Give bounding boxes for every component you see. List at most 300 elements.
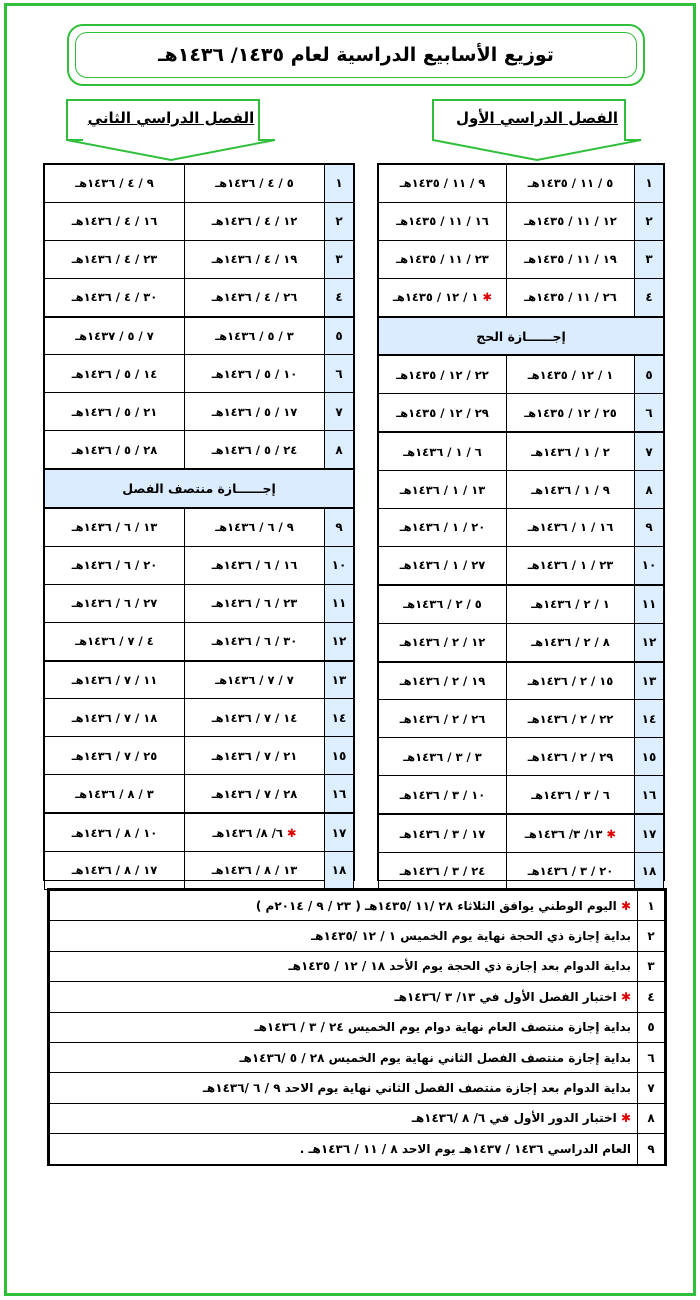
week-end-date <box>45 775 185 813</box>
week-number <box>325 661 354 699</box>
week-start-date <box>185 317 325 355</box>
week-end-date <box>45 355 185 393</box>
week-end-date-text: ١٠ / ٨ / ١٤٣٦هـ <box>71 825 158 840</box>
week-start-date-text: ٢٦ / ٤ / ١٤٣٦هـ <box>211 290 298 305</box>
week-start-date-text: ٢٠ / ٣ / ١٤٣٦هـ <box>527 864 614 879</box>
page-frame <box>4 3 696 1296</box>
note-row <box>50 1134 665 1164</box>
week-start-date <box>185 431 325 469</box>
note-text-value: بداية الدوام بعد إجازة ذي الحجة يوم الأحد ١٨ / ١٢ / ١٤٣٥هـ <box>288 959 631 974</box>
note-row <box>50 1042 665 1072</box>
week-end-date-text: ١١ / ٧ / ١٤٣٦هـ <box>71 673 158 688</box>
note-number: ٦ <box>638 1042 665 1072</box>
note-number: ١ <box>638 891 665 921</box>
week-start-date-text: ٩ / ١ / ١٤٣٦هـ <box>531 482 610 497</box>
semester2-arrow <box>65 98 277 162</box>
week-number <box>325 546 354 584</box>
week-number <box>635 202 664 240</box>
week-row <box>379 509 664 547</box>
week-number-text: ١ <box>645 176 653 191</box>
week-start-date-text: ١٢ / ٤ / ١٤٣٦هـ <box>211 214 298 229</box>
note-text-value: اليوم الوطني يوافق الثلاثاء ٢٨ /١١ /١٤٣٥هـ ( ٢٣ / ٩ / ٢٠١٤م ) <box>255 898 617 913</box>
note-text <box>50 1042 638 1072</box>
semester1-table <box>377 163 665 881</box>
week-number-text: ٩ <box>645 520 653 535</box>
week-number <box>325 165 354 203</box>
note-number: ٤ <box>638 982 665 1012</box>
week-end-date-text: ٢٥ / ٧ / ١٤٣٦هـ <box>71 748 158 763</box>
note-number: ٥ <box>638 1012 665 1042</box>
week-start-date <box>507 165 635 203</box>
week-number <box>635 662 664 700</box>
week-start-date <box>185 622 325 660</box>
week-start-date <box>185 661 325 699</box>
week-end-date-text: ١٠ / ٣ / ١٤٣٦هـ <box>399 787 486 802</box>
week-end-date-text: ١٧ / ٨ / ١٤٣٦هـ <box>71 863 158 878</box>
note-text-value: العام الدراسي ١٤٣٦ / ١٤٣٧هـ يوم الاحد ٨ / ١١ / ١٤٣٦هـ . <box>299 1141 631 1156</box>
week-row <box>379 853 664 891</box>
week-number-text: ٨ <box>335 442 343 457</box>
week-end-date <box>379 814 507 852</box>
week-end-date <box>379 278 507 316</box>
week-end-date <box>379 432 507 470</box>
week-start-date-text: ١٧ / ٥ / ١٤٣٦هـ <box>211 404 298 419</box>
week-start-date-text: ٦/ ٨/ ١٤٣٦هـ <box>212 825 283 840</box>
week-end-date <box>45 584 185 622</box>
holiday-row <box>379 317 664 356</box>
week-start-date-text: ٢٣ / ١ / ١٤٣٦هـ <box>527 558 614 573</box>
week-end-date <box>379 738 507 776</box>
week-start-date-text: ٢١ / ٧ / ١٤٣٦هـ <box>211 748 298 763</box>
week-start-date <box>507 814 635 852</box>
week-number <box>325 317 354 355</box>
week-number <box>635 814 664 852</box>
week-end-date-text: ٦ / ١ / ١٤٣٦هـ <box>403 444 482 459</box>
week-end-date <box>379 662 507 700</box>
note-number: ٣ <box>638 951 665 981</box>
week-row <box>379 700 664 738</box>
note-text <box>50 1103 638 1133</box>
note-text <box>50 1012 638 1042</box>
week-start-date <box>507 853 635 891</box>
week-start-date <box>507 662 635 700</box>
title-box <box>67 24 645 86</box>
week-row <box>45 202 354 240</box>
star-icon: ✱ <box>616 898 631 913</box>
note-row <box>50 1073 665 1103</box>
week-end-date <box>45 852 185 890</box>
week-number-text: ٢ <box>645 214 653 229</box>
week-number-text: ١٤ <box>331 710 347 725</box>
week-row <box>379 814 664 852</box>
week-number <box>635 355 664 393</box>
week-end-date <box>379 355 507 393</box>
week-number <box>325 202 354 240</box>
week-start-date <box>507 278 635 316</box>
week-number <box>325 278 354 316</box>
week-start-date-text: ١٦ / ٦ / ١٤٣٦هـ <box>211 558 298 573</box>
note-text <box>50 982 638 1012</box>
note-number: ٢ <box>638 921 665 951</box>
week-end-date-text: ٢٠ / ٦ / ١٤٣٦هـ <box>71 558 158 573</box>
week-number <box>635 240 664 278</box>
star-icon: ✱ <box>478 290 493 305</box>
week-start-date-text: ٣٠ / ٦ / ١٤٣٦هـ <box>211 634 298 649</box>
week-start-date <box>185 584 325 622</box>
week-end-date-text: ١٦ / ٤ / ١٤٣٦هـ <box>71 214 158 229</box>
week-start-date-text: ١ / ١٢ / ١٤٣٥هـ <box>527 367 614 382</box>
week-end-date <box>379 776 507 814</box>
week-start-date <box>185 546 325 584</box>
week-row <box>45 393 354 431</box>
page-title: توزيع الأسابيع الدراسية لعام ١٤٣٥/ ١٤٣٦هـ <box>75 32 637 78</box>
week-end-date-text: ٩ / ٤ / ١٤٣٦هـ <box>75 176 154 191</box>
week-start-date-text: ١٦ / ١ / ١٤٣٦هـ <box>527 520 614 535</box>
week-end-date <box>379 240 507 278</box>
week-end-date <box>379 546 507 584</box>
week-start-date-text: ٢٤ / ٥ / ١٤٣٦هـ <box>211 442 298 457</box>
week-row <box>45 584 354 622</box>
week-number <box>635 165 664 203</box>
week-number-text: ٣ <box>645 252 653 267</box>
week-row <box>45 737 354 775</box>
week-number-text: ٤ <box>645 290 653 305</box>
week-start-date-text: ١٣/ ٣/ ١٤٣٦هـ <box>524 826 603 841</box>
week-start-date <box>507 585 635 623</box>
week-end-date-text: ٢١ / ٥ / ١٤٣٦هـ <box>71 404 158 419</box>
week-start-date <box>507 776 635 814</box>
week-start-date-text: ٢٨ / ٧ / ١٤٣٦هـ <box>211 786 298 801</box>
note-text-value: بداية إجازة منتصف العام نهاية دوام يوم الخميس ٢٤ / ٣ / ١٤٣٦هـ <box>254 1020 631 1035</box>
week-start-date-text: ١ / ٢ / ١٤٣٦هـ <box>531 597 610 612</box>
star-icon: ✱ <box>616 989 631 1004</box>
week-row <box>45 699 354 737</box>
week-end-date-text: ٢٤ / ٣ / ١٤٣٦هـ <box>399 864 486 879</box>
week-number-text: ٧ <box>335 404 343 419</box>
week-number <box>325 393 354 431</box>
week-number <box>635 394 664 432</box>
note-text-value: بداية إجازة ذي الحجة نهاية يوم الخميس ١ / ١٢ /١٤٣٥هـ <box>311 929 631 944</box>
week-number-text: ١١ <box>331 596 347 611</box>
week-row <box>379 394 664 432</box>
note-row <box>50 921 665 951</box>
note-row <box>50 891 665 921</box>
week-end-date <box>45 813 185 851</box>
week-end-date <box>45 202 185 240</box>
note-row <box>50 1012 665 1042</box>
week-row <box>45 431 354 469</box>
week-start-date-text: ٥ / ١١ / ١٤٣٥هـ <box>527 176 614 191</box>
week-end-date <box>379 700 507 738</box>
week-end-date <box>45 317 185 355</box>
week-start-date-text: ٦ / ٣ / ١٤٣٦هـ <box>531 787 610 802</box>
week-start-date <box>185 240 325 278</box>
note-text-value: اختبار الفصل الأول في ١٣/ ٣ /١٤٣٦هـ <box>394 989 617 1004</box>
week-end-date-text: ١٤ / ٥ / ١٤٣٦هـ <box>71 366 158 381</box>
week-number <box>635 432 664 470</box>
week-end-date <box>45 393 185 431</box>
week-row <box>45 355 354 393</box>
semester1-label: الفصل الدراسي الأول <box>456 109 618 127</box>
note-row <box>50 1103 665 1133</box>
star-icon: ✱ <box>602 826 617 841</box>
week-row <box>45 240 354 278</box>
week-start-date-text: ١٤ / ٧ / ١٤٣٦هـ <box>211 710 298 725</box>
week-start-date-text: ٧ / ٧ / ١٤٣٦هـ <box>215 673 294 688</box>
week-start-date-text: ١٥ / ٢ / ١٤٣٦هـ <box>527 674 614 689</box>
week-start-date <box>185 737 325 775</box>
week-number-text: ٤ <box>335 290 343 305</box>
week-row <box>379 240 664 278</box>
week-end-date-text: ٢٠ / ١ / ١٤٣٦هـ <box>399 520 486 535</box>
week-row <box>45 852 354 890</box>
week-row <box>45 813 354 851</box>
week-number-text: ٢ <box>335 214 343 229</box>
week-number-text: ٦ <box>645 405 653 420</box>
week-end-date-text: ٣٠ / ٤ / ١٤٣٦هـ <box>71 290 158 305</box>
week-end-date-text: ١٦ / ١١ / ١٤٣٥هـ <box>396 214 489 229</box>
week-start-date-text: ٢ / ١ / ١٤٣٦هـ <box>531 444 610 459</box>
note-number: ٩ <box>638 1134 665 1164</box>
week-number <box>635 585 664 623</box>
week-end-date-text: ١٣ / ١ / ١٤٣٦هـ <box>399 482 486 497</box>
week-number <box>325 852 354 890</box>
week-number-text: ١٨ <box>641 864 657 879</box>
week-end-date <box>379 202 507 240</box>
week-row <box>45 661 354 699</box>
week-number <box>635 509 664 547</box>
week-row <box>379 776 664 814</box>
week-start-date <box>185 355 325 393</box>
week-start-date <box>507 546 635 584</box>
week-start-date <box>185 813 325 851</box>
week-number <box>325 775 354 813</box>
note-number: ٧ <box>638 1073 665 1103</box>
week-number <box>325 699 354 737</box>
week-start-date <box>185 508 325 546</box>
week-start-date <box>185 393 325 431</box>
week-start-date-text: ١٢ / ١١ / ١٤٣٥هـ <box>524 214 617 229</box>
week-number-text: ٣ <box>335 252 343 267</box>
holiday-label: إجــــــازة منتصف الفصل <box>45 469 354 508</box>
week-start-date <box>507 738 635 776</box>
week-number-text: ١٣ <box>331 673 347 688</box>
week-number <box>635 700 664 738</box>
week-number <box>635 471 664 509</box>
week-start-date <box>185 165 325 203</box>
week-row <box>379 623 664 661</box>
week-start-date-text: ٢٩ / ٢ / ١٤٣٦هـ <box>527 749 614 764</box>
week-number-text: ١٥ <box>641 749 657 764</box>
week-number-text: ١٤ <box>641 711 657 726</box>
week-number-text: ١٠ <box>331 558 347 573</box>
note-text <box>50 1073 638 1103</box>
week-end-date <box>379 394 507 432</box>
week-number-text: ٥ <box>645 367 653 382</box>
note-text-value: بداية إجازة منتصف الفصل الثاني نهاية يوم الخميس ٢٨ / ٥ /١٤٣٦هـ <box>239 1050 631 1065</box>
week-end-date <box>379 471 507 509</box>
week-end-date-text: ٣ / ٣ / ١٤٣٦هـ <box>403 749 482 764</box>
week-start-date <box>507 623 635 661</box>
week-start-date <box>185 202 325 240</box>
week-number-text: ١٥ <box>331 748 347 763</box>
week-start-date <box>507 700 635 738</box>
week-start-date <box>507 355 635 393</box>
semester2-table <box>43 163 355 881</box>
week-start-date <box>507 471 635 509</box>
week-number <box>325 737 354 775</box>
week-start-date-text: ٢٣ / ٦ / ١٤٣٦هـ <box>211 596 298 611</box>
week-start-date <box>185 775 325 813</box>
week-number-text: ٦ <box>335 366 343 381</box>
week-end-date <box>45 699 185 737</box>
week-start-date-text: ١٩ / ٤ / ١٤٣٦هـ <box>211 252 298 267</box>
week-number-text: ١٣ <box>641 674 657 689</box>
week-number-text: ١٧ <box>331 825 347 840</box>
week-end-date-text: ٤ / ٧ / ١٤٣٦هـ <box>75 634 154 649</box>
week-end-date <box>45 661 185 699</box>
week-number-text: ١٠ <box>641 558 657 573</box>
week-end-date <box>45 165 185 203</box>
week-start-date-text: ١٣ / ٨ / ١٤٣٦هـ <box>211 863 298 878</box>
week-end-date <box>45 508 185 546</box>
week-end-date-text: ٢٦ / ٢ / ١٤٣٦هـ <box>399 711 486 726</box>
note-text <box>50 951 638 981</box>
note-row <box>50 951 665 981</box>
week-row <box>45 775 354 813</box>
week-start-date <box>185 852 325 890</box>
week-number <box>635 853 664 891</box>
week-row <box>379 432 664 470</box>
week-end-date-text: ٢٣ / ٤ / ١٤٣٦هـ <box>71 252 158 267</box>
week-number <box>635 278 664 316</box>
week-end-date <box>45 546 185 584</box>
week-row <box>379 202 664 240</box>
week-start-date <box>507 509 635 547</box>
week-number <box>635 623 664 661</box>
week-end-date <box>379 585 507 623</box>
week-number <box>325 240 354 278</box>
week-number-text: ١٦ <box>331 786 347 801</box>
week-end-date-text: ٢٧ / ٦ / ١٤٣٦هـ <box>71 596 158 611</box>
week-end-date-text: ١ / ١٢ / ١٤٣٥هـ <box>392 290 479 305</box>
week-number-text: ٥ <box>335 329 343 343</box>
week-start-date <box>507 394 635 432</box>
note-number: ٨ <box>638 1103 665 1133</box>
week-end-date <box>45 278 185 316</box>
week-end-date-text: ٥ / ٢ / ١٤٣٦هـ <box>403 597 482 612</box>
week-end-date-text: ١٨ / ٧ / ١٤٣٦هـ <box>71 710 158 725</box>
week-end-date <box>379 853 507 891</box>
week-end-date-text: ٩ / ١١ / ١٤٣٥هـ <box>399 176 486 191</box>
week-number <box>325 355 354 393</box>
week-number-text: ٨ <box>645 482 653 497</box>
week-row <box>379 355 664 393</box>
week-start-date-text: ٢٢ / ٢ / ١٤٣٦هـ <box>527 711 614 726</box>
week-number <box>635 546 664 584</box>
week-start-date-text: ٩ / ٦ / ١٤٣٦هـ <box>215 520 294 535</box>
week-end-date-text: ١٩ / ٢ / ١٤٣٦هـ <box>399 674 486 689</box>
week-number <box>325 584 354 622</box>
week-row <box>379 662 664 700</box>
holiday-row <box>45 469 354 508</box>
week-row <box>45 278 354 316</box>
week-number-text: ١٢ <box>331 634 347 649</box>
week-end-date <box>45 240 185 278</box>
week-row <box>45 622 354 660</box>
week-number <box>325 622 354 660</box>
week-row <box>379 546 664 584</box>
week-start-date-text: ٣ / ٥ / ١٤٣٦هـ <box>215 329 294 343</box>
notes-table <box>47 888 667 1166</box>
week-row <box>45 546 354 584</box>
week-start-date <box>185 278 325 316</box>
week-number-text: ١٢ <box>641 635 657 650</box>
week-number-text: ١ <box>335 176 343 191</box>
week-end-date-text: ٢٧ / ١ / ١٤٣٦هـ <box>399 558 486 573</box>
week-start-date-text: ٢٥ / ١٢ / ١٤٣٥هـ <box>524 405 617 420</box>
week-start-date <box>507 202 635 240</box>
week-number-text: ١٧ <box>641 826 657 841</box>
week-number-text: ١١ <box>641 597 657 612</box>
week-start-date-text: ١٠ / ٥ / ١٤٣٦هـ <box>211 366 298 381</box>
week-start-date <box>185 699 325 737</box>
note-text <box>50 921 638 951</box>
note-row <box>50 982 665 1012</box>
star-icon: ✱ <box>616 1111 631 1126</box>
week-number <box>635 738 664 776</box>
week-start-date <box>507 432 635 470</box>
week-end-date-text: ٧ / ٥ / ١٤٣٧هـ <box>75 329 154 343</box>
week-number-text: ١٨ <box>331 863 347 878</box>
week-row <box>45 508 354 546</box>
week-end-date <box>379 165 507 203</box>
semester1-arrow <box>431 98 643 162</box>
week-row <box>379 738 664 776</box>
week-end-date-text: ١٧ / ٣ / ١٤٣٦هـ <box>399 826 486 841</box>
week-start-date <box>507 240 635 278</box>
star-icon: ✱ <box>282 825 297 840</box>
semester2-label: الفصل الدراسي الثاني <box>87 109 255 127</box>
week-row <box>379 585 664 623</box>
week-row <box>379 165 664 203</box>
week-number-text: ١٦ <box>641 787 657 802</box>
week-end-date-text: ٢٩ / ١٢ / ١٤٣٥هـ <box>396 405 489 420</box>
note-text-value: اختبار الدور الأول في ٦/ ٨ /١٤٣٦هـ <box>411 1111 617 1126</box>
week-number <box>325 813 354 851</box>
week-start-date-text: ٨ / ٢ / ١٤٣٦هـ <box>531 635 610 650</box>
note-text <box>50 1134 638 1164</box>
week-end-date-text: ٣ / ٨ / ١٤٣٦هـ <box>75 786 154 801</box>
week-number-text: ٧ <box>645 444 653 459</box>
week-end-date <box>379 509 507 547</box>
note-text-value: بداية الدوام بعد إجازة منتصف الفصل الثاني نهاية يوم الاحد ٩ / ٦ /١٤٣٦هـ <box>202 1081 631 1096</box>
week-row <box>45 317 354 355</box>
week-start-date-text: ٢٦ / ١١ / ١٤٣٥هـ <box>524 290 617 305</box>
week-end-date-text: ١٢ / ٢ / ١٤٣٦هـ <box>399 635 486 650</box>
week-end-date <box>45 431 185 469</box>
week-row <box>379 471 664 509</box>
week-end-date-text: ٢٣ / ١١ / ١٤٣٥هـ <box>396 252 489 267</box>
week-end-date <box>45 737 185 775</box>
week-end-date <box>379 623 507 661</box>
week-row <box>379 278 664 316</box>
week-number-text: ٩ <box>335 520 343 535</box>
note-text <box>50 891 638 921</box>
week-number <box>325 431 354 469</box>
week-start-date-text: ١٩ / ١١ / ١٤٣٥هـ <box>524 252 617 267</box>
week-start-date-text: ٥ / ٤ / ١٤٣٦هـ <box>215 176 294 191</box>
